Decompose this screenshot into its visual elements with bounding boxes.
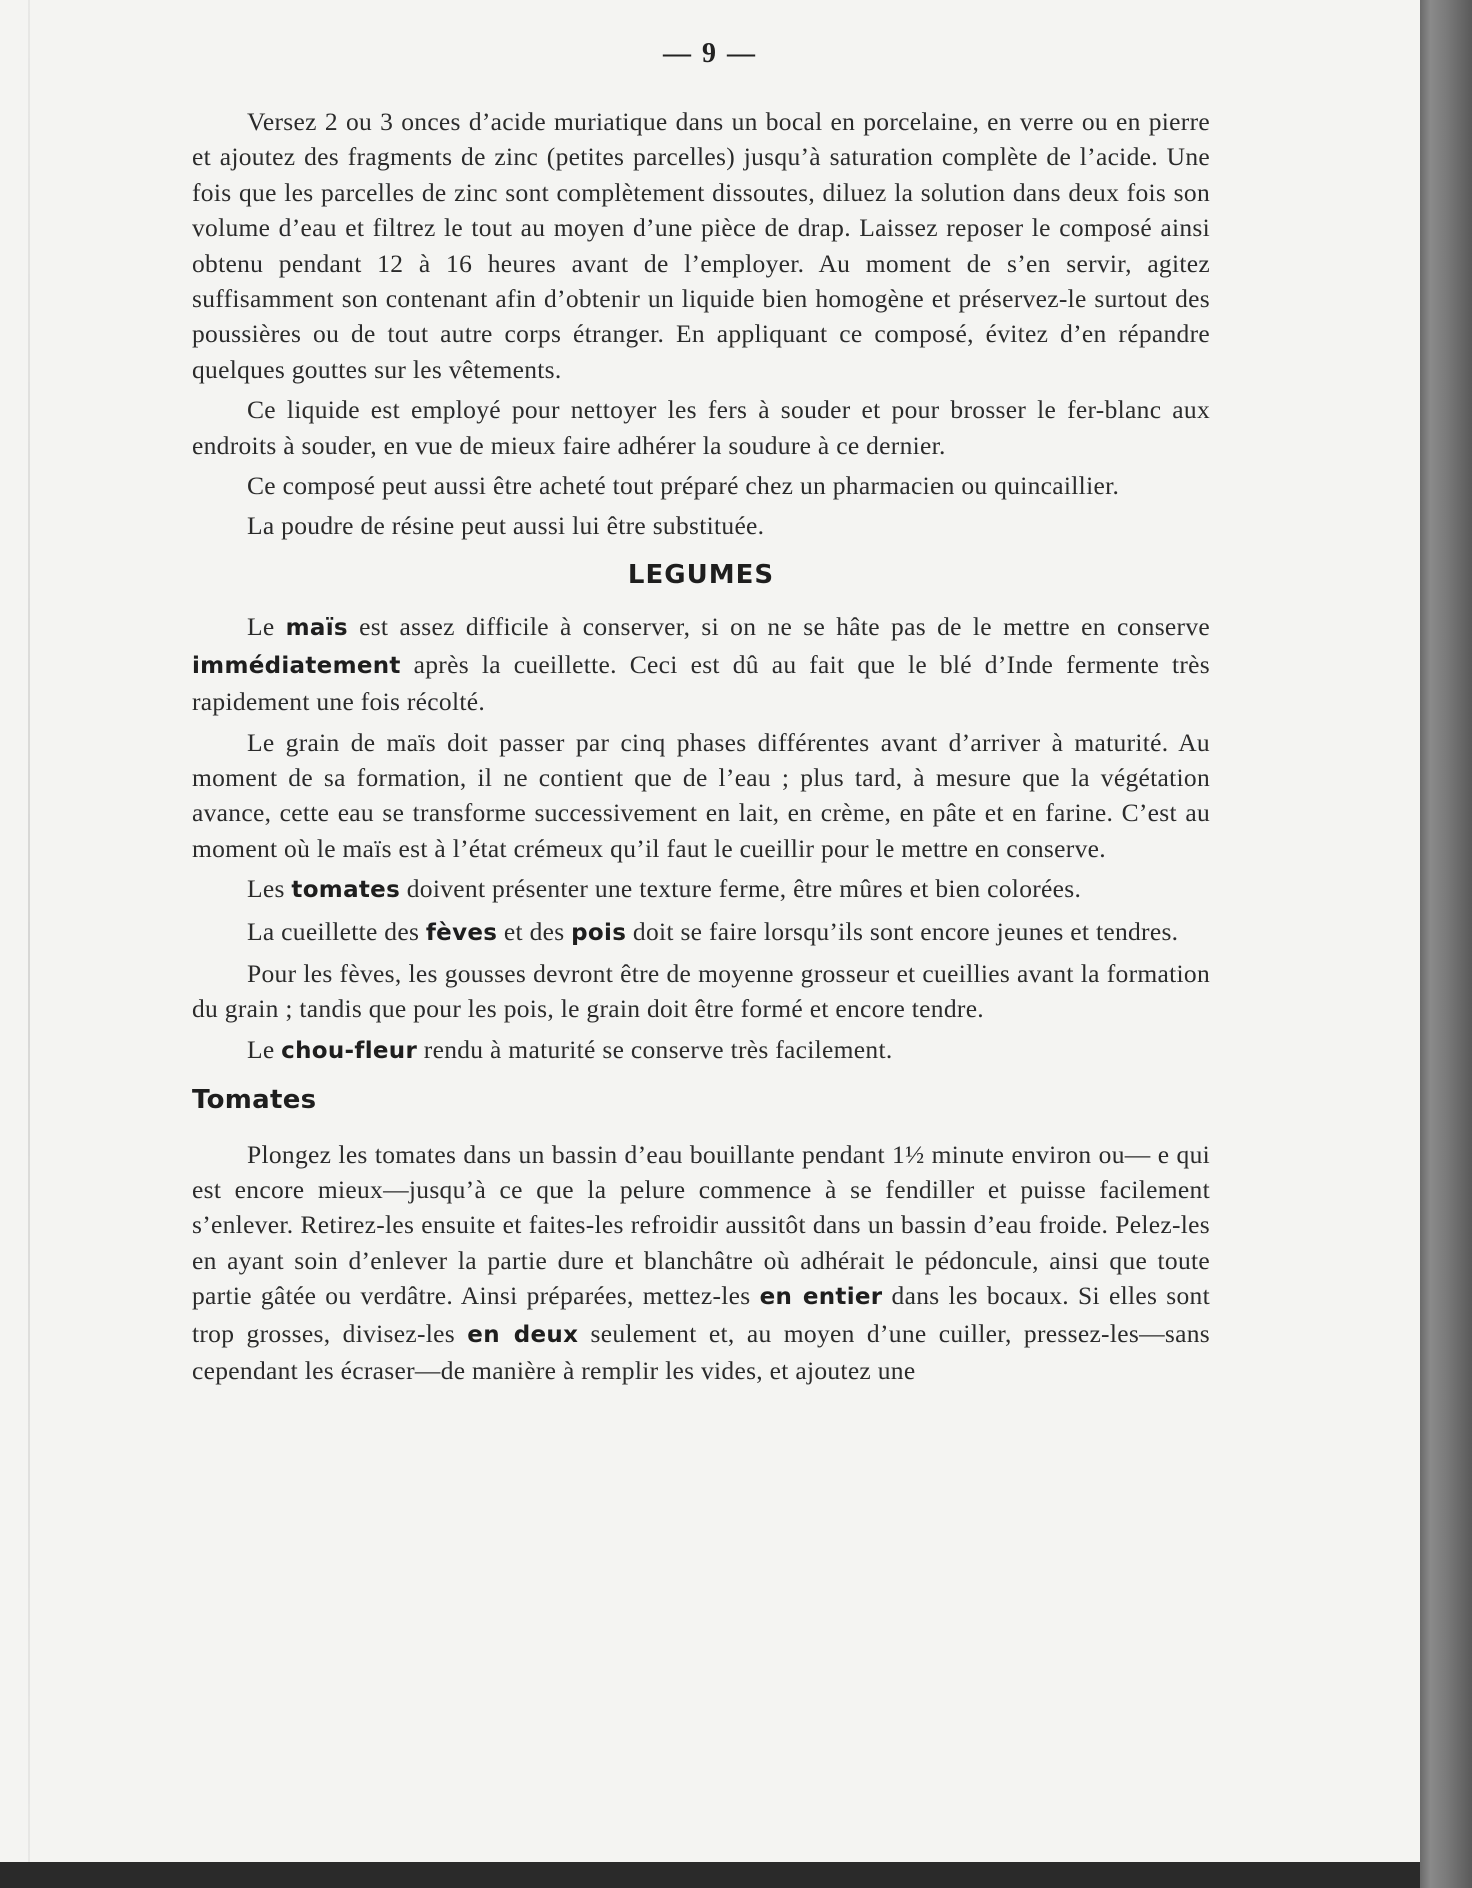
intro-paragraph-3: Ce composé peut aussi être acheté tout préparé chez un pharmacien ou quincaillier. — [247, 471, 1120, 501]
text-run: Les — [247, 874, 292, 904]
bold-term: en entier — [759, 1284, 883, 1311]
scan-edge-bottom — [0, 1862, 1420, 1888]
text-run: Le — [247, 612, 286, 642]
legumes-paragraph-2: Le grain de maïs doit passer par cinq phases différentes avant d’arriver à maturité. Au moment de sa formation, il ne contient que de l’eau ; plus tard, à mesure que la végétation avance, cette eau se transforme successivement en lait, en crème, en pâte et en farine. C’est au moment où le maïs est à l’état crémeux qu’il faut le cueillir pour le mettre en conserve. — [192, 727, 1210, 863]
bold-term: pois — [571, 919, 627, 946]
text-run: seulement et, au moyen d’une cuiller, pressez-les—sans cependant les écraser—de manière à remplir les vides, et ajoutez une — [192, 1318, 1210, 1385]
sub-heading-tomates: Tomates — [192, 1085, 317, 1116]
text-run: Le — [247, 1034, 282, 1064]
intro-paragraph-1: Versez 2 ou 3 onces d’acide muriatique dans un bocal en porcelaine, en verre ou en pierre et ajoutez des fragments de zinc (petites parcelles) jusqu’à saturation complète de l’acide. Une fois que les parcelles de zinc sont complètement dissoutes, diluez la solution dans deux fois son volume d’eau et filtrez le tout au moyen d’une pièce de drap. Laissez reposer le composé ainsi obtenu pendant 12 à 16 heures avant de l’employer. Au moment de s’en servir, agitez suffisamment son contenant afin d’obtenir un liquide bien homogène et préservez-le surtout des poussières ou de tout autre corps étranger. En appliquant ce composé, évitez d’en répandre quelques gouttes sur les vêtements. — [192, 107, 1210, 384]
section-heading-legumes: LEGUMES — [627, 559, 775, 590]
legumes-paragraph-5: Pour les fèves, les gousses devront être de moyenne grosseur et cueillies avant la formation du grain ; tandis que pour les pois, le grain doit être formé et encore tendre. — [192, 958, 1210, 1024]
legumes-paragraph-6 — [192, 1032, 1210, 1069]
bold-term: chou-fleur — [281, 1037, 418, 1064]
text-run: et des — [497, 916, 572, 946]
page-content — [192, 104, 1210, 1393]
page-number: — 9 — — [663, 38, 757, 69]
text-run: La cueillette des — [247, 916, 426, 946]
bold-term: tomates — [291, 877, 401, 904]
text-run: doit se faire lorsqu’ils sont encore jeunes et tendres. — [626, 916, 1179, 946]
scan-edge-right — [1420, 0, 1472, 1888]
text-run: rendu à maturité se conserve très facilement. — [417, 1034, 893, 1064]
text-run: doivent présenter une texture ferme, être mûres et bien colorées. — [400, 874, 1082, 904]
legumes-paragraph-4 — [192, 914, 1210, 951]
text-run: Plongez les tomates dans un bassin d’eau bouillante pendant 1½ minute environ ou— e qui est encore mieux—jusqu’à ce que la pelure commence à se fendiller et puisse facilement s’enlever. Retirez-les ensuite et faites-les refroidir aussitôt dans un bassin d’eau froide. Pelez-les en ayant soin d’enlever la partie dure et blanchâtre où adhérait le pédoncule, ainsi que toute partie gâtée ou verdâtre. Ainsi préparées, mettez-les — [192, 1139, 1210, 1311]
legumes-paragraph-1 — [192, 609, 1210, 719]
intro-paragraph-4: La poudre de résine peut aussi lui être substituée. — [247, 511, 765, 541]
intro-paragraph-2: Ce liquide est employé pour nettoyer les fers à souder et pour brosser le fer-blanc aux endroits à souder, en vue de mieux faire adhérer la soudure à ce dernier. — [192, 395, 1210, 460]
bold-term: en deux — [467, 1321, 579, 1348]
text-run: est assez difficile à conserver, si on ne se hâte pas de le mettre en conserve — [347, 612, 1210, 642]
text-run: dans les bocaux. Si elles sont trop grosses, divisez-les — [192, 1281, 1210, 1348]
legumes-paragraph-3 — [192, 871, 1210, 908]
bold-term: immédiatement — [192, 652, 401, 679]
bold-term: fèves — [425, 919, 498, 946]
tomates-paragraph-1 — [192, 1137, 1210, 1389]
bold-term: maïs — [285, 615, 348, 642]
text-run: après la cueillette. Ceci est dû au fait que le blé d’Inde fermente très rapidement une fois récolté. — [192, 649, 1210, 717]
